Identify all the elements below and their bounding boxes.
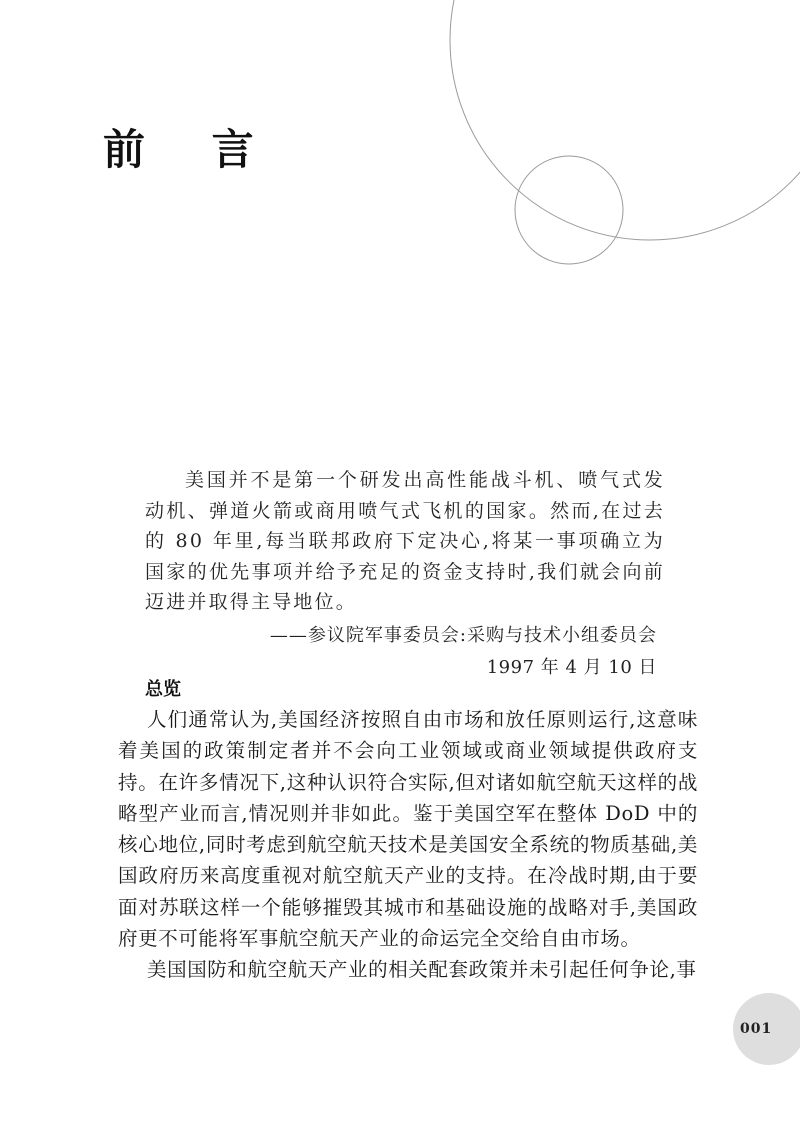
body-text (118, 704, 698, 986)
section-title: 总览 (145, 679, 181, 700)
page-number: 001 (740, 1021, 773, 1037)
page-number-badge (733, 993, 800, 1065)
body-paragraph: 人们通常认为,美国经济按照自由市场和放任原则运行,这意味着美国的政策制定者并不会向工业领域或商业领域提供政府支持。在许多情况下,这种认识符合实际,但对诸如航空航天这样的战略型产业而言,情况则并非如此。鉴于美国空军在整体 DoD 中的核心地位,同时考虑到航空航天技术是美国安全系统的物质基础,美国政府历来高度重视对航空航天产业的支持。在冷战时期,由于要面对苏联这样一个能够摧毁其城市和基础设施的战略对手,美国政府更不可能将军事航空航天产业的命运完全交给自由市场。 (118, 708, 698, 951)
page-title: 前 言 (103, 125, 280, 174)
body-paragraph: 美国国防和航空航天产业的相关配套政策并未引起任何争论,事 (147, 958, 697, 982)
large-decorative-circle (450, 0, 800, 240)
epigraph (145, 465, 665, 683)
epigraph-date: 1997 年 4 月 10 日 (486, 656, 657, 678)
small-decorative-circle (515, 156, 623, 264)
epigraph-source: ——参议院军事委员会:采购与技术小组委员会 (269, 624, 657, 646)
epigraph-quote: 美国并不是第一个研发出高性能战斗机、喷气式发动机、弹道火箭或商用喷气式飞机的国家。然而,在过去的 80 年里,每当联邦政府下定决心,将某一事项确立为国家的优先事项并给予充足的资金支持时,我们就会向前迈进并取得主导地位。 (145, 469, 665, 613)
